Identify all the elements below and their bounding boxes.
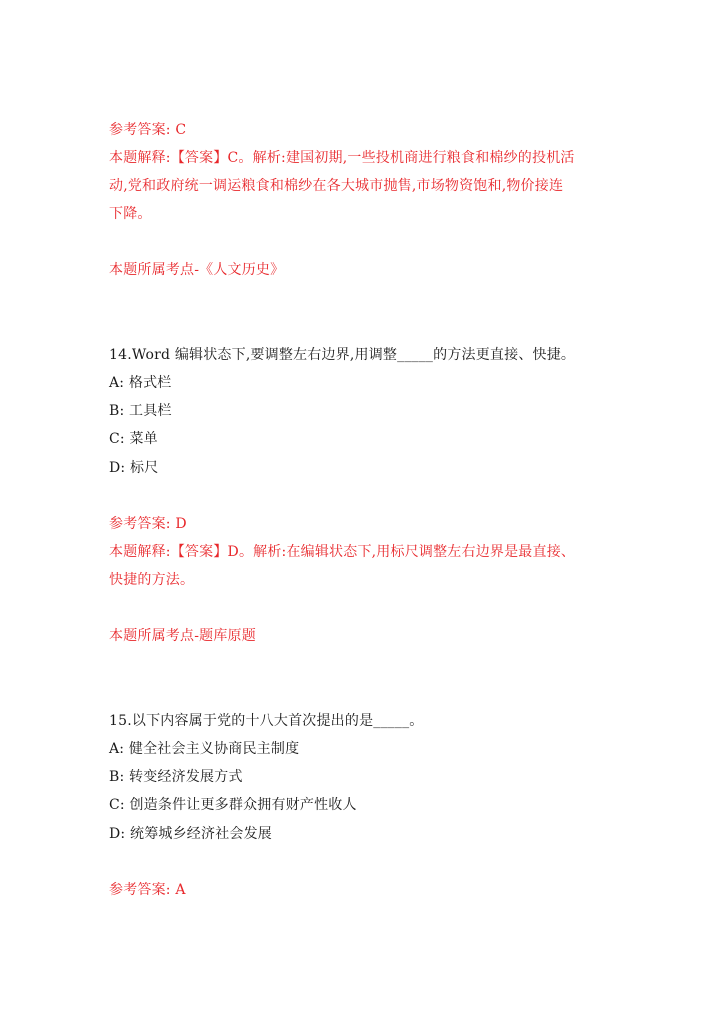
- q15-answer: 参考答案: A: [109, 882, 186, 898]
- q14-option-c: C: 菜单: [109, 431, 158, 447]
- q15-option-b: B: 转变经济发展方式: [109, 769, 243, 785]
- q14-topic: 本题所属考点-题库原题: [109, 628, 256, 644]
- q14-question: 14.Word 编辑状态下,要调整左右边界,用调整_____的方法更直接、快捷。: [109, 347, 576, 363]
- q13-explanation-line-2: 动,党和政府统一调运粮食和棉纱在各大城市抛售,市场物资饱和,物价接连: [109, 178, 564, 194]
- q13-answer: 参考答案: C: [109, 122, 187, 138]
- q15-option-a: A: 健全社会主义协商民主制度: [109, 741, 300, 757]
- q15-question: 15.以下内容属于党的十八大首次提出的是_____。: [109, 713, 424, 729]
- q13-explanation-line-3: 下降。: [109, 206, 152, 222]
- q14-option-d: D: 标尺: [109, 460, 159, 476]
- q13-topic: 本题所属考点-《人文历史》: [109, 262, 285, 278]
- q14-explanation-line-2: 快捷的方法。: [109, 572, 195, 588]
- q15-option-d: D: 统筹城乡经济社会发展: [109, 826, 272, 842]
- q13-explanation-line-1: 本题解释:【答案】C。解析:建国初期,一些投机商进行粮食和棉纱的投机活: [109, 150, 575, 166]
- q14-option-b: B: 工具栏: [109, 403, 172, 419]
- q14-option-a: A: 格式栏: [109, 375, 172, 391]
- q15-option-c: C: 创造条件让更多群众拥有财产性收人: [109, 797, 357, 813]
- q14-explanation-line-1: 本题解释:【答案】D。解析:在编辑状态下,用标尺调整左右边界是最直接、: [109, 544, 576, 560]
- q14-answer: 参考答案: D: [109, 516, 187, 532]
